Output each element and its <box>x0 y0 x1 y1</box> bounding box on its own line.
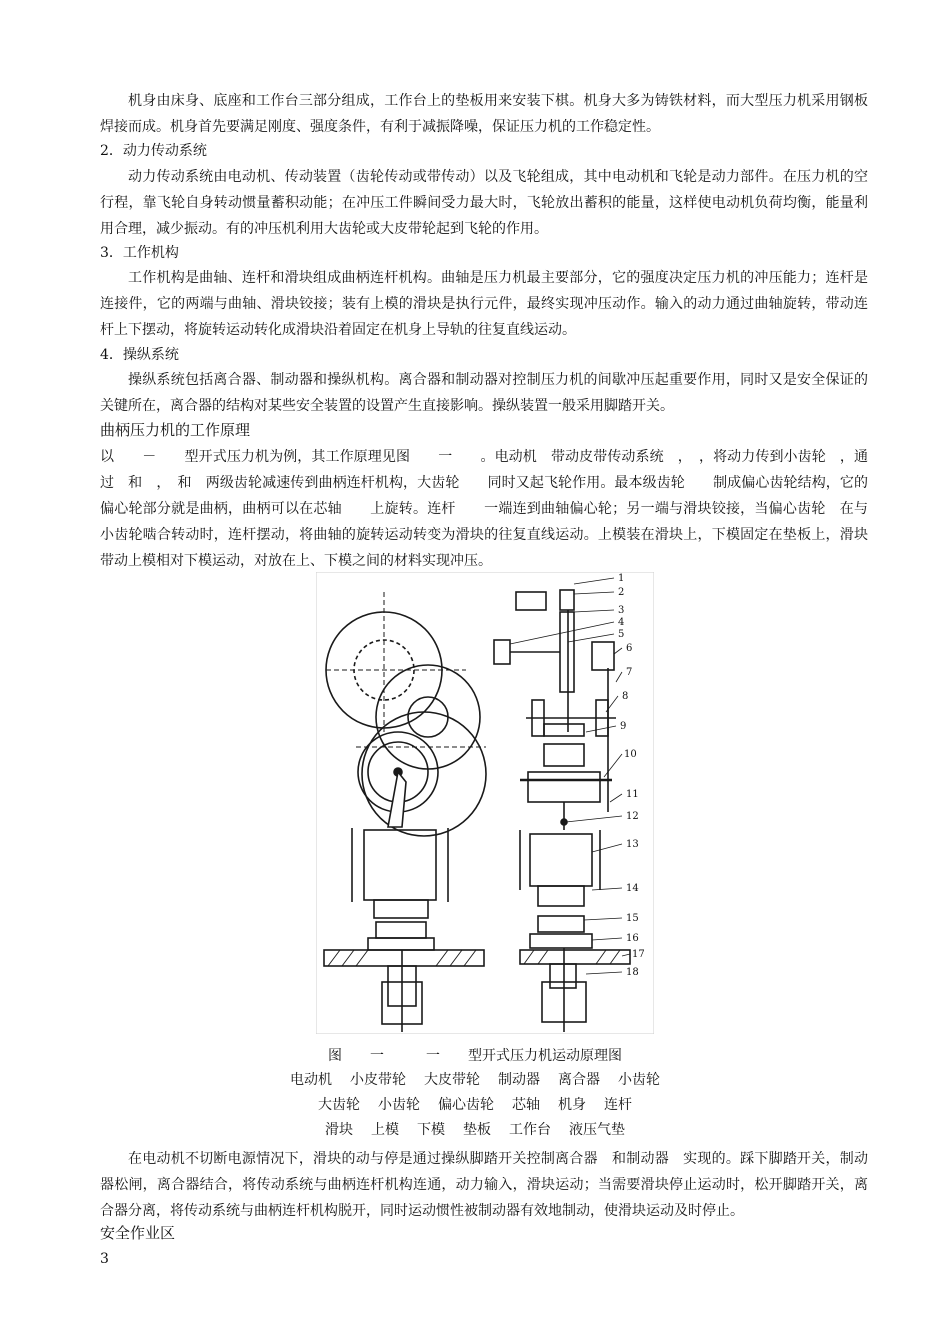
figure-caption: 图 一 一 型开式压力机运动原理图 <box>328 1048 622 1064</box>
figure-legend-row-3 <box>0 1119 950 1141</box>
paragraph-clutch-brake: 在电动机不切断电源情况下，滑块的动与停是通过操纵脚踏开关控制离合器 和制动器 实现的。踩下脚踏开关，制动器松闸，离合器结合，将传动系统与曲柄连杆机构连通，动力输入，滑块运动；当需要滑块停止运动时，松开脚踏开关，离合器分离，将传动系统与曲柄连杆机构脱开，同时运动惯性被制动器有效地制动，使滑块运动及时停止。 <box>100 1151 868 1219</box>
press-kinematic-diagram <box>316 572 654 1034</box>
legend-item: 小齿轮 <box>378 1097 420 1113</box>
callout-label: 7 <box>626 667 633 678</box>
paragraph-working-principle: 以 － 型开式压力机为例，其工作原理见图 一 。电动机 带动皮带传动系统 ， ，将动力传到小齿轮 ，通过 和 ， 和 两级齿轮减速传到曲柄连杆机构，大齿轮 同时又起飞轮作用。最本级齿轮 制成偏心齿轮结构，它的偏心轮部分就是曲柄，曲柄可以在芯轴 上旋转。连杆 一端连到曲轴偏心轮；另一端与滑块铰接，当偏心齿轮 在与小齿轮啮合转动时，连杆摆动，将曲轴的旋转运动转变为滑块的往复直线运动。上模装在滑块上，下模固定在垫板上，滑块带动上模相对下模运动，对放在上、下模之间的材料实现冲压。 <box>100 449 868 569</box>
heading-power-transmission: 2．动力传动系统 <box>100 143 207 159</box>
legend-item: 小皮带轮 <box>350 1072 406 1088</box>
paragraph-frame: 机身由床身、底座和工作台三部分组成，工作台上的垫板用来安装下棋。机身大多为铸铁材料，而大型压力机采用钢板焊接而成。机身首先要满足刚度、强度条件，有利于减振降噪，保证压力机的工作稳定性。 <box>100 93 868 135</box>
callout-label: 18 <box>626 967 639 978</box>
heading-control-system: 4．操纵系统 <box>100 347 179 363</box>
legend-item: 下模 <box>417 1122 445 1138</box>
callout-label: 5 <box>618 629 625 640</box>
figure-legend-row-2 <box>0 1094 950 1116</box>
callout-label: 8 <box>622 691 629 702</box>
heading-safe-work-zone: 安全作业区 <box>100 1224 176 1242</box>
heading-working-mechanism: 3．工作机构 <box>100 245 179 261</box>
callout-label: 3 <box>618 605 625 616</box>
legend-item: 连杆 <box>604 1097 632 1113</box>
paragraph-power-transmission: 动力传动系统由电动机、传动装置（齿轮传动或带传动）以及飞轮组成，其中电动机和飞轮是动力部件。在压力机的空行程，靠飞轮自身转动惯量蓄积动能；在冲压工件瞬间受力最大时，飞轮放出蓄积的能量，这样使电动机负荷均衡，能量利用合理，减少振动。有的冲压机利用大齿轮或大皮带轮起到飞轮的作用。 <box>100 169 868 237</box>
page-number: 3 <box>100 1251 109 1267</box>
callout-label: 14 <box>626 883 639 894</box>
callout-label: 17 <box>632 949 645 960</box>
legend-item: 电动机 <box>290 1072 332 1088</box>
callout-label: 6 <box>626 643 633 654</box>
paragraph-working-mechanism: 工作机构是曲轴、连杆和滑块组成曲柄连杆机构。曲轴是压力机最主要部分，它的强度决定压力机的冲压能力；连杆是连接件，它的两端与曲轴、滑块铰接；装有上模的滑块是执行元件，最终实现冲压动作。输入的动力通过曲轴旋转，带动连杆上下摆动，将旋转运动转化成滑块沿着固定在机身上导轨的往复直线运动。 <box>100 270 868 338</box>
callout-label: 10 <box>624 749 637 760</box>
figure-legend-row-1 <box>0 1069 950 1091</box>
legend-item: 离合器 <box>558 1072 600 1088</box>
legend-item: 偏心齿轮 <box>438 1097 494 1113</box>
callout-label: 9 <box>620 721 627 732</box>
legend-item: 液压气垫 <box>569 1122 625 1138</box>
legend-item: 制动器 <box>498 1072 540 1088</box>
callout-label: 13 <box>626 839 639 850</box>
heading-working-principle: 曲柄压力机的工作原理 <box>100 421 251 439</box>
callout-label: 16 <box>626 933 639 944</box>
legend-item: 滑块 <box>325 1122 353 1138</box>
legend-item: 机身 <box>558 1097 586 1113</box>
legend-item: 大皮带轮 <box>424 1072 480 1088</box>
legend-item: 工作台 <box>509 1122 551 1138</box>
callout-label: 12 <box>626 811 639 822</box>
paragraph-control-system: 操纵系统包括离合器、制动器和操纵机构。离合器和制动器对控制压力机的间歇冲压起重要作用，同时又是安全保证的关键所在，离合器的结构对某些安全装置的设置产生直接影响。操纵装置一般采用脚踏开关。 <box>100 372 868 414</box>
callout-label: 11 <box>626 789 639 800</box>
callout-label: 1 <box>618 573 625 584</box>
legend-item: 大齿轮 <box>318 1097 360 1113</box>
legend-item: 芯轴 <box>512 1097 540 1113</box>
legend-item: 垫板 <box>463 1122 491 1138</box>
callout-label: 4 <box>618 617 625 628</box>
callout-label: 15 <box>626 913 639 924</box>
legend-item: 上模 <box>371 1122 399 1138</box>
legend-item: 小齿轮 <box>618 1072 660 1088</box>
callout-label: 2 <box>618 587 625 598</box>
